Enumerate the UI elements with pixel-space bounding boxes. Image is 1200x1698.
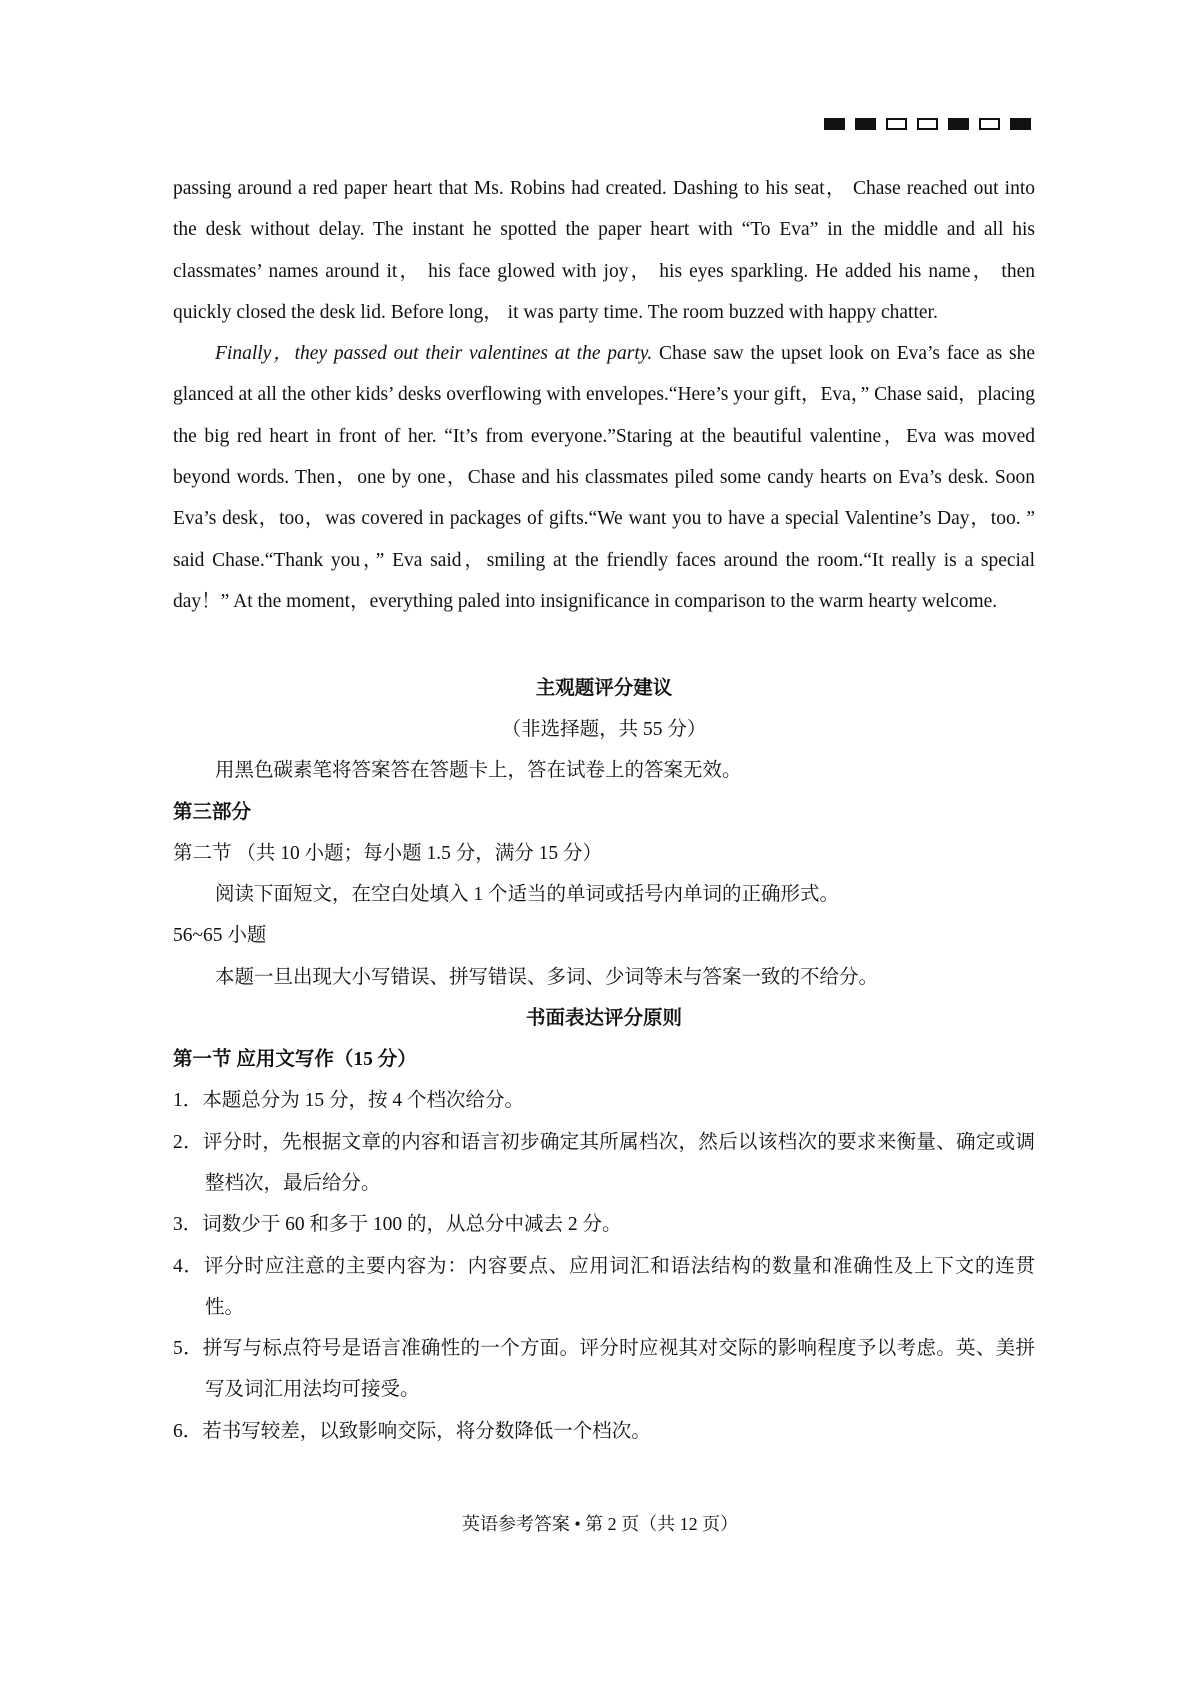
filled-square-mark <box>824 118 845 130</box>
part-three-heading: 第三部分 <box>173 801 252 823</box>
empty-square-mark <box>917 118 938 130</box>
filled-square-mark <box>855 118 876 130</box>
passage-paragraph-2-body: Chase saw the upset look on Eva’s face as she glanced at all the other kids’ desks overflowing with envelopes.“Here’s your gift，Eva，” Chase said，placing the big red heart in front of her. “It’s from everyone.”Staring at the beautiful valentine，Eva was moved beyond words. Then，one by one，Chase and his classmates piled some candy hearts on Eva’s desk. Soon Eva’s desk，too，was covered in packages of gifts.“We want you to have a special Valentine’s Day，too. ” said Chase.“Thank you，” Eva said，smiling at the friendly faces around the room.“It really is a special day！” At the moment，everything paled into insignificance in comparison to the warm hearty welcome. <box>173 343 1035 612</box>
subjective-title: 主观题评分建议 <box>535 678 673 700</box>
content <box>173 168 1035 1452</box>
items-range: 56~65 小题 <box>173 925 267 947</box>
rule-item: 1．本题总分为 15 分，按 4 个档次给分。 <box>173 1090 525 1112</box>
empty-square-mark <box>886 118 907 130</box>
empty-square-mark <box>979 118 1000 130</box>
spacer <box>173 622 1035 668</box>
passage-paragraph-1: passing around a red paper heart that Ms. Robins had created. Dashing to his seat， Chase reached out into the desk without delay. The instant he spotted the paper heart with “To Eva” in the middle and all his classmates’ names around it， his face glowed with joy， his eyes sparkling. He added his name， then quickly closed the desk lid. Before long， it was party time. The room buzzed with happy chatter. <box>173 178 1035 323</box>
rule-item: 3．词数少于 60 和多于 100 的，从总分中减去 2 分。 <box>173 1214 622 1236</box>
header-marks <box>824 118 1031 130</box>
section-two-heading: 第二节 （共 10 小题；每小题 1.5 分，满分 15 分） <box>173 842 603 864</box>
writing-section-one-heading: 第一节 应用文写作（15 分） <box>173 1049 417 1071</box>
rule-item: 5．拼写与标点符号是语言准确性的一个方面。评分时应视其对交际的影响程度予以考虑。英、美拼写及词汇用法均可接受。 <box>173 1338 1035 1401</box>
rule-item: 4．评分时应注意的主要内容为：内容要点、应用词汇和语法结构的数量和准确性及上下文的连贯性。 <box>173 1255 1035 1318</box>
filled-square-mark <box>948 118 969 130</box>
section-two-instruction: 阅读下面短文，在空白处填入 1 个适当的单词或括号内单词的正确形式。 <box>215 884 840 906</box>
rule-item: 2．评分时，先根据文章的内容和语言初步确定其所属档次，然后以该档次的要求来衡量、确定或调整档次，最后给分。 <box>173 1131 1035 1194</box>
subjective-subtitle: （非选择题，共 55 分） <box>501 719 707 741</box>
items-note: 本题一旦出现大小写错误、拼写错误、多词、少词等未与答案一致的不给分。 <box>215 966 879 988</box>
filled-square-mark <box>1010 118 1031 130</box>
rule-item: 6．若书写较差，以致影响交际，将分数降低一个档次。 <box>173 1420 651 1442</box>
answer-instruction: 用黑色碳素笔将答案答在答题卡上，答在试卷上的答案无效。 <box>215 760 742 782</box>
passage-paragraph-2 <box>173 333 1035 622</box>
page-footer: 英语参考答案 • 第 2 页（共 12 页） <box>461 1514 739 1534</box>
italic-prompt-sentence: Finally，they passed out their valentines at the party. <box>215 343 653 365</box>
writing-title: 书面表达评分原则 <box>525 1008 682 1030</box>
